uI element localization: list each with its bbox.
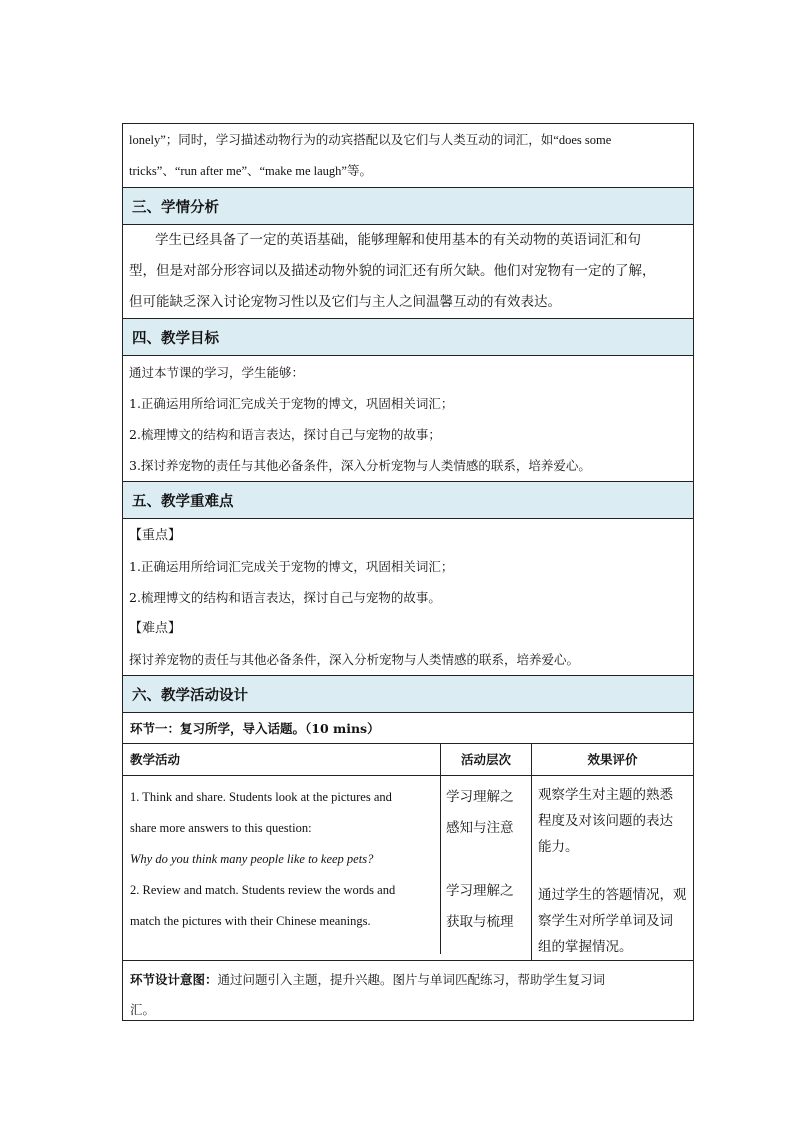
evaluation-line: 察学生对所学单词及词: [538, 913, 673, 929]
level-line: 感知与注意: [446, 820, 514, 836]
key-points-label: 【重点】: [129, 528, 182, 543]
design-intention-text: 通过问题引入主题，提升兴趣。图片与单词匹配练习，帮助学生复习词: [217, 972, 606, 987]
evaluation-line: 观察学生对主题的熟悉: [538, 787, 673, 803]
level-line: 获取与梳理: [446, 914, 514, 930]
column-header-evaluation: 效果评价: [587, 752, 638, 767]
design-intention-cell: [122, 961, 694, 1021]
activity-line: 1. Think and share. Students look at the pictures and: [130, 790, 392, 804]
evaluation-line: 组的掌握情况。: [538, 939, 633, 955]
level-cell: [441, 776, 532, 960]
difficult-points-label: 【难点】: [129, 621, 182, 636]
activity-line: share more answers to this question:: [130, 821, 312, 835]
step-one-title: 环节一：复习所学，导入话题。（10 mins）: [122, 713, 694, 744]
design-intention-line: [130, 965, 687, 995]
difficult-point-line: 探讨养宠物的责任与其他必备条件，深入分析宠物与人类情感的联系，培养爱心。: [129, 652, 580, 667]
intro-line: tricks”、“run after me”、“make me laugh”等。: [129, 164, 372, 178]
objective-line: 1.正确运用所给词汇完成关于宠物的博文，巩固相关词汇；: [129, 396, 454, 411]
key-points-cell: [122, 519, 694, 676]
design-intention-label: 环节设计意图：: [130, 972, 218, 987]
level-line: 学习理解之: [446, 789, 514, 805]
paragraph-line: 学生已经具备了一定的英语基础，能够理解和使用基本的有关动物的英语词汇和句: [155, 232, 641, 248]
activity-question: Why do you think many people like to keep pets?: [130, 852, 374, 866]
spacer: [538, 860, 689, 882]
intro-cell: [122, 123, 694, 188]
spacer: [446, 844, 527, 876]
learner-analysis-cell: [122, 225, 694, 319]
activity-table-row: [122, 776, 694, 961]
level-line: 学习理解之: [446, 883, 514, 899]
evaluation-line: 程度及对该问题的表达: [538, 813, 673, 829]
section-heading-learner-analysis: 三、学情分析: [122, 188, 694, 225]
lesson-plan-table: [122, 123, 694, 1021]
key-point-line: 1.正确运用所给词汇完成关于宠物的博文，巩固相关词汇；: [129, 559, 454, 574]
objectives-cell: [122, 356, 694, 482]
activity-table-header: [122, 744, 694, 776]
activity-cell: [123, 776, 441, 954]
section-heading-activity-design: 六、教学活动设计: [122, 676, 694, 713]
column-header-level: 活动层次: [441, 744, 532, 775]
section-heading-key-difficult-points: 五、教学重难点: [122, 482, 694, 519]
objective-line: 2.梳理博文的结构和语言表达，探讨自己与宠物的故事；: [129, 427, 441, 442]
paragraph-line: 但可能缺乏深入讨论宠物习性以及它们与主人之间温馨互动的有效表达。: [129, 294, 561, 310]
column-header-activity: 教学活动: [123, 744, 441, 775]
activity-line: 2. Review and match. Students review the words and: [130, 883, 396, 897]
evaluation-line: 通过学生的答题情况，观: [538, 887, 687, 903]
intro-line: lonely”；同时，学习描述动物行为的动宾搭配以及它们与人类互动的词汇，如“does some: [129, 133, 612, 147]
key-point-line: 2.梳理博文的结构和语言表达，探讨自己与宠物的故事。: [129, 590, 441, 605]
objective-line: 3.探讨养宠物的责任与其他必备条件，深入分析宠物与人类情感的联系，培养爱心。: [129, 458, 591, 473]
paragraph-line: 型，但是对部分形容词以及描述动物外貌的词汇还有所欠缺。他们对宠物有一定的了解，: [129, 263, 656, 279]
evaluation-cell: [532, 776, 693, 960]
design-intention-line: 汇。: [130, 1002, 156, 1017]
activity-line: match the pictures with their Chinese meanings.: [130, 914, 371, 928]
section-heading-teaching-objectives: 四、教学目标: [122, 319, 694, 356]
evaluation-line: 能力。: [538, 839, 579, 855]
objective-line: 通过本节课的学习，学生能够：: [129, 365, 305, 380]
